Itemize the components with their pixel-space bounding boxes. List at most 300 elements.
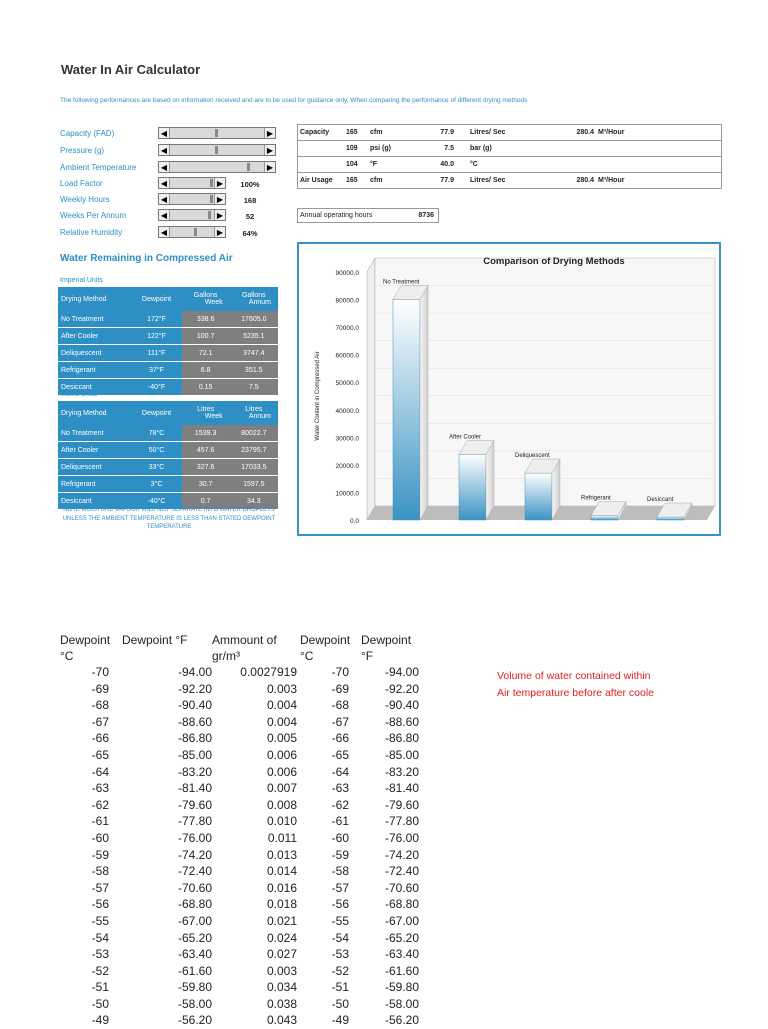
table-row	[60, 797, 419, 814]
table-cell: -85.00	[384, 747, 419, 762]
table-cell: -68.80	[177, 897, 212, 912]
table-header-row	[58, 401, 278, 425]
capacity-label: Capacity (FAD)	[60, 129, 115, 138]
column-header: Drying Method	[58, 287, 131, 311]
chart-category-label: Refrigerant	[581, 495, 611, 502]
annual-hours-box	[297, 208, 439, 223]
table-row	[58, 345, 278, 362]
table-cell: 23795.7	[230, 442, 278, 459]
table-row	[60, 946, 419, 963]
load-slider[interactable]	[158, 177, 226, 189]
results-cell: 77.9	[432, 125, 456, 141]
weeks-label: Weeks Per Annum	[60, 211, 127, 220]
table-cell: 80022.7	[230, 425, 278, 442]
arrow-left-icon[interactable]: ◀	[159, 145, 170, 155]
table-cell: -67	[91, 714, 109, 729]
table-cell: -40°F	[131, 379, 181, 396]
table-cell: -62	[331, 797, 349, 812]
table-cell: 0.038	[266, 996, 297, 1011]
table-cell: -74.20	[177, 847, 212, 862]
table-cell: -60	[91, 830, 109, 845]
drying-methods-chart	[297, 242, 721, 536]
arrow-right-icon[interactable]: ▶	[264, 145, 275, 155]
table-cell: -85.00	[177, 747, 212, 762]
table-cell: 0.018	[266, 897, 297, 912]
table-row	[60, 830, 419, 847]
annual-hours-value: 8736	[418, 212, 434, 219]
table-cell: -68	[91, 698, 109, 713]
table-cell: -90.40	[177, 698, 212, 713]
results-cell: bar (g)	[456, 141, 572, 157]
table-cell: 111°F	[131, 345, 181, 362]
table-cell: 3°C	[131, 476, 181, 493]
table-cell: Desiccant	[58, 493, 131, 510]
table-cell: 5235.1	[230, 328, 278, 345]
chart-title: Comparison of Drying Methods	[483, 256, 625, 267]
results-cell: 104	[344, 157, 368, 173]
table-cell: -52	[91, 963, 109, 978]
table-cell: Desiccant	[58, 379, 131, 396]
chart-category-label: Desiccant	[647, 497, 674, 503]
table-cell: 17605.0	[230, 311, 278, 328]
table-row	[58, 425, 278, 442]
table-row	[58, 442, 278, 459]
table-cell: After Cooler	[58, 442, 131, 459]
table-cell: -72.40	[177, 864, 212, 879]
table-cell: -57	[331, 880, 349, 895]
results-cell: cfm	[368, 173, 432, 189]
table-row	[60, 664, 419, 681]
table-row	[60, 681, 419, 698]
table-cell: 0.7	[182, 493, 230, 510]
arrow-right-icon[interactable]: ▶	[214, 210, 225, 220]
table-cell: -55	[331, 913, 349, 928]
table-row	[60, 1012, 419, 1029]
humidity-label: Relative Humidity	[60, 228, 123, 237]
water-remaining-title: Water Remaining in Compressed Air	[60, 253, 233, 264]
slider-thumb[interactable]	[208, 211, 211, 219]
pressure-label: Pressure (g)	[60, 146, 105, 155]
table-cell: -51	[331, 980, 349, 995]
table-row	[58, 476, 278, 493]
chart-svg	[299, 244, 719, 534]
y-tick-label: 20000.0	[335, 462, 359, 470]
table-cell: -53	[91, 947, 109, 962]
table-cell: -94.00	[384, 665, 419, 679]
table-cell: -69	[331, 681, 349, 696]
y-tick-label: 50000.0	[335, 380, 359, 388]
table-cell: 351.5	[230, 362, 278, 379]
column-header: Dewpoint °C	[300, 633, 351, 663]
slider-thumb[interactable]	[247, 163, 250, 171]
table-cell: 6.8	[182, 362, 230, 379]
table-cell: -58.00	[177, 996, 212, 1011]
table-cell: 0.011	[267, 830, 297, 845]
weekly-value: 168	[243, 196, 257, 205]
table-row	[60, 979, 419, 996]
ambient-label: Ambient Temperature	[60, 163, 137, 172]
table-cell: 0.043	[266, 1013, 297, 1028]
table-cell: 172°F	[131, 311, 181, 328]
table-cell: 0.034	[266, 980, 297, 995]
table-cell: 338.6	[182, 311, 230, 328]
table-cell: -56	[331, 897, 349, 912]
arrow-left-icon[interactable]: ◀	[159, 178, 170, 188]
table-cell: Deliquescent	[58, 459, 131, 476]
arrow-left-icon[interactable]: ◀	[159, 227, 170, 237]
table-cell: Deliquescent	[58, 345, 131, 362]
table-cell: -53	[331, 947, 349, 962]
table-cell: -50	[91, 996, 109, 1011]
arrow-right-icon[interactable]: ▶	[214, 194, 225, 204]
table-cell: -56	[91, 897, 109, 912]
table-row	[60, 813, 419, 830]
table-row	[60, 930, 419, 947]
table-cell: -56.20	[384, 1013, 419, 1028]
table-cell: -59	[91, 847, 109, 862]
table-cell: -40°C	[131, 493, 181, 510]
table-row	[60, 996, 419, 1013]
column-header: Dewpoint °F	[122, 633, 188, 647]
table-cell: Refrigerant	[58, 476, 131, 493]
weeks-slider[interactable]	[158, 209, 226, 221]
column-header: Gallons Week	[182, 287, 230, 311]
table-cell: -63.40	[177, 947, 212, 962]
arrow-left-icon[interactable]: ◀	[159, 128, 170, 138]
results-cell: Litres/ Sec	[456, 125, 572, 141]
table-cell: -67.00	[177, 913, 212, 928]
table-header-row	[58, 287, 278, 311]
table-cell: -77.80	[384, 814, 419, 829]
results-cell: °F	[368, 157, 432, 173]
table-cell: 50°C	[131, 442, 181, 459]
load-value: 100%	[240, 180, 260, 189]
chart-bar	[459, 454, 486, 520]
table-cell: -61	[331, 814, 349, 829]
dewpoint-note: NOTE MOISTURE VAPOUR WILL NOT SEPARATE INTO WATER DROPLETS UNLESS THE AMBIENT TEMPERATURE IS LESS THAN STATED DEWPOINT TEMPERATURE	[62, 507, 276, 530]
y-tick-label: 30000.0	[335, 435, 359, 443]
table-cell: -61.60	[177, 963, 212, 978]
results-cell: 40.0	[432, 157, 456, 173]
table-cell: 1539.3	[182, 425, 230, 442]
y-tick-label: 90000.0	[335, 270, 359, 277]
slider-thumb[interactable]	[210, 195, 213, 203]
results-cell: 280.4	[572, 125, 596, 141]
table-cell: -88.60	[177, 714, 212, 729]
weekly-label: Weekly Hours	[60, 195, 110, 204]
table-cell: -81.40	[384, 781, 419, 796]
arrow-right-icon[interactable]: ▶	[264, 162, 275, 172]
table-row	[60, 963, 419, 980]
table-cell: -81.40	[177, 781, 212, 796]
table-cell: -83.20	[384, 764, 419, 779]
humidity-slider[interactable]	[158, 226, 226, 238]
table-cell: 37°F	[131, 362, 181, 379]
table-row	[58, 311, 278, 328]
table-cell: 0.016	[266, 880, 297, 895]
table-row	[58, 362, 278, 379]
table-cell: 33°C	[131, 459, 181, 476]
chart-left-wall	[367, 258, 375, 520]
table-cell: 34.3	[230, 493, 278, 510]
table-cell: -50	[331, 996, 349, 1011]
table-cell: -90.40	[384, 698, 419, 713]
red-note-1: Volume of water contained within	[497, 670, 651, 682]
table-cell: -61	[91, 814, 109, 829]
table-cell: -67	[331, 714, 349, 729]
chart-bar	[657, 517, 684, 520]
results-cell: 7.5	[432, 141, 456, 157]
column-header: Dewpoint	[131, 287, 181, 311]
table-row	[60, 847, 419, 864]
y-tick-label: 0.0	[349, 518, 359, 525]
table-cell: -63.40	[384, 947, 419, 962]
table-cell: -59.80	[177, 980, 212, 995]
y-tick-label: 40000.0	[335, 407, 359, 415]
table-cell: 0.003	[266, 963, 297, 978]
arrow-right-icon[interactable]: ▶	[214, 227, 225, 237]
results-cell: 280.4	[572, 173, 596, 189]
table-cell: -86.80	[177, 731, 212, 746]
table-row	[60, 697, 419, 714]
table-cell: -83.20	[177, 764, 212, 779]
slider-thumb[interactable]	[215, 129, 218, 137]
table-cell: -58.00	[384, 996, 419, 1011]
results-row	[298, 141, 722, 157]
ambient-slider[interactable]	[158, 161, 276, 173]
table-cell: -72.40	[384, 864, 419, 879]
table-cell: -70	[91, 665, 109, 679]
table-row	[60, 764, 419, 781]
table-cell: 457.6	[182, 442, 230, 459]
table-cell: 0.007	[266, 781, 297, 796]
results-cell	[572, 157, 596, 173]
table-cell: -94.00	[177, 665, 212, 679]
humidity-value: 64%	[242, 229, 258, 238]
table-row	[60, 714, 419, 731]
table-cell: -59.80	[384, 980, 419, 995]
imperial-table	[58, 287, 278, 396]
table-cell: 1597.5	[230, 476, 278, 493]
table-cell: 0.010	[266, 814, 297, 829]
weekly-slider[interactable]	[158, 193, 226, 205]
results-cell: 165	[344, 125, 368, 141]
load-label: Load Factor	[60, 179, 103, 188]
arrow-right-icon[interactable]: ▶	[214, 178, 225, 188]
table-cell: -64	[331, 764, 349, 779]
arrow-left-icon[interactable]: ◀	[159, 210, 170, 220]
table-cell: -77.80	[177, 814, 212, 829]
table-cell: -61.60	[384, 963, 419, 978]
table-cell: -60	[331, 830, 349, 845]
table-cell: 3747.4	[230, 345, 278, 362]
table-row	[60, 913, 419, 930]
table-header-row	[60, 632, 419, 664]
table-cell: -49	[331, 1013, 349, 1028]
annual-hours-label: Annual operating hours	[300, 212, 373, 219]
intro-text: The following performances are based on information received and are to be used for guidance only, When comparing the performance of different drying methods	[60, 97, 528, 104]
arrow-left-icon[interactable]: ◀	[159, 194, 170, 204]
chart-bar-side	[420, 285, 428, 520]
results-cell: 165	[344, 173, 368, 189]
chart-bar	[591, 516, 618, 520]
results-cell: M³/Hour	[596, 125, 722, 141]
table-row	[60, 747, 419, 764]
results-table	[297, 124, 722, 189]
slider-thumb[interactable]	[194, 228, 197, 236]
table-row	[60, 730, 419, 747]
table-cell: -68.80	[384, 897, 419, 912]
weeks-value: 52	[245, 212, 255, 221]
slider-thumb[interactable]	[210, 179, 213, 187]
table-cell: 0.003	[266, 681, 297, 696]
results-cell: cfm	[368, 125, 432, 141]
table-cell: -54	[331, 930, 349, 945]
table-cell: 0.021	[266, 913, 297, 928]
table-cell: Refrigerant	[58, 362, 131, 379]
table-cell: 100.7	[182, 328, 230, 345]
chart-bar	[525, 473, 552, 520]
table-cell: -49	[91, 1013, 109, 1028]
results-cell: psi (g)	[368, 141, 432, 157]
results-cell	[572, 141, 596, 157]
table-cell: -76.00	[384, 830, 419, 845]
table-cell: -63	[91, 781, 109, 796]
table-cell: -70	[331, 665, 349, 679]
table-cell: -74.20	[384, 847, 419, 862]
chart-bar	[393, 299, 420, 520]
table-cell: No Treatment	[58, 311, 131, 328]
table-cell: -79.60	[384, 797, 419, 812]
y-tick-label: 10000.0	[335, 490, 359, 498]
table-cell: 0.024	[266, 930, 297, 945]
column-header: Ammount of gr/m³	[212, 633, 277, 663]
table-cell: -79.60	[177, 797, 212, 812]
y-tick-label: 80000.0	[335, 297, 359, 305]
chart-category-label: Deliquescent	[515, 453, 550, 460]
arrow-right-icon[interactable]: ▶	[264, 128, 275, 138]
table-cell: 7.5	[230, 379, 278, 396]
slider-thumb[interactable]	[215, 146, 218, 154]
results-cell: M³/Hour	[596, 173, 722, 189]
results-cell: Litres/ Sec	[456, 173, 572, 189]
results-row	[298, 125, 722, 141]
table-cell: -76.00	[177, 830, 212, 845]
column-header: Litres Week	[182, 401, 230, 425]
table-cell: -69	[91, 681, 109, 696]
table-row	[60, 896, 419, 913]
column-header: Drying Method	[58, 401, 131, 425]
table-cell: 0.014	[266, 864, 297, 879]
table-cell: -55	[91, 913, 109, 928]
table-cell: -66	[91, 731, 109, 746]
column-header: Litres Annum	[230, 401, 278, 425]
arrow-left-icon[interactable]: ◀	[159, 162, 170, 172]
table-cell: -57	[91, 880, 109, 895]
table-cell: 327.6	[182, 459, 230, 476]
table-cell: -66	[331, 731, 349, 746]
table-cell: -67.00	[384, 913, 419, 928]
results-row	[298, 173, 722, 189]
capacity-slider[interactable]	[158, 127, 276, 139]
table-cell: 78°C	[131, 425, 181, 442]
table-cell: 30.7	[182, 476, 230, 493]
y-tick-label: 60000.0	[335, 352, 359, 360]
y-tick-label: 70000.0	[335, 325, 359, 333]
table-cell: -58	[91, 864, 109, 879]
table-cell: No Treatment	[58, 425, 131, 442]
table-cell: -65	[91, 747, 109, 762]
table-cell: -86.80	[384, 731, 419, 746]
table-cell: -65.20	[384, 930, 419, 945]
column-header: Dewpoint °F	[361, 633, 412, 663]
red-note-2: Air temperature before after coole	[497, 687, 654, 699]
results-row	[298, 157, 722, 173]
table-cell: 0.004	[266, 714, 297, 729]
metric-table	[58, 401, 278, 510]
table-cell: After Cooler	[58, 328, 131, 345]
table-row	[60, 880, 419, 897]
table-cell: -88.60	[384, 714, 419, 729]
pressure-slider[interactable]	[158, 144, 276, 156]
table-cell: -59	[331, 847, 349, 862]
table-cell: 0.0027919	[240, 665, 297, 679]
results-cell	[298, 141, 345, 157]
table-cell: -70.60	[384, 880, 419, 895]
table-cell: -52	[331, 963, 349, 978]
table-cell: -68	[331, 698, 349, 713]
results-cell: 77.9	[432, 173, 456, 189]
table-cell: 0.008	[266, 797, 297, 812]
column-header: Gallons Annum	[230, 287, 278, 311]
column-header: Dewpoint	[131, 401, 181, 425]
results-cell: Capacity	[298, 125, 345, 141]
table-cell: -92.20	[384, 681, 419, 696]
metric-units-label: Metric Units	[60, 391, 97, 398]
table-row	[58, 459, 278, 476]
dewpoint-lookup-table	[60, 632, 419, 1029]
table-cell: -92.20	[177, 681, 212, 696]
table-row	[58, 328, 278, 345]
table-cell: -62	[91, 797, 109, 812]
table-cell: -56.20	[177, 1013, 212, 1028]
table-cell: -65	[331, 747, 349, 762]
y-axis-label: Water Content in Compressed Air	[315, 351, 321, 441]
table-cell: 0.004	[266, 698, 297, 713]
column-header: Dewpoint °C	[60, 633, 111, 663]
imperial-units-label: Imperial Units	[60, 277, 103, 284]
table-cell: -54	[91, 930, 109, 945]
table-cell: -51	[91, 980, 109, 995]
table-cell: 72.1	[182, 345, 230, 362]
results-cell: °C	[456, 157, 572, 173]
table-cell: 0.005	[266, 731, 297, 746]
results-cell: 109	[344, 141, 368, 157]
table-cell: 0.006	[266, 764, 297, 779]
table-cell: 0.013	[266, 847, 297, 862]
page-title: Water In Air Calculator	[61, 62, 201, 77]
table-cell: 17033.5	[230, 459, 278, 476]
results-cell	[596, 141, 722, 157]
table-cell: -63	[331, 781, 349, 796]
chart-category-label: No Treatment	[383, 279, 420, 286]
table-row	[60, 863, 419, 880]
table-cell: -64	[91, 764, 109, 779]
results-cell	[298, 157, 345, 173]
table-cell: 0.027	[266, 947, 297, 962]
table-cell: 0.15	[182, 379, 230, 396]
results-cell	[596, 157, 722, 173]
